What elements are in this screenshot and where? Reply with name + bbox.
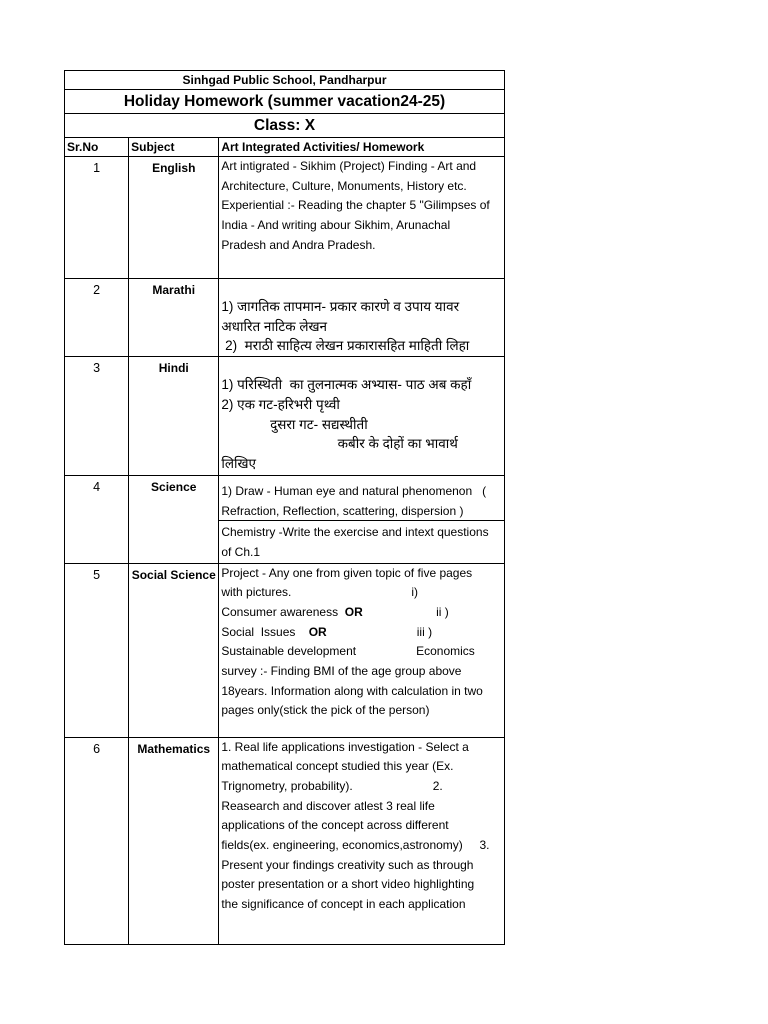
homework-table	[64, 70, 505, 945]
activity-line: 1) Draw - Human eye and natural phenomenon (	[221, 484, 487, 499]
activity-line: poster presentation or a short video highlighting	[221, 877, 475, 892]
row-subject: Mathematics	[129, 737, 219, 944]
activity-line: 1) परिस्थिती का तुलनात्मक अभ्यास- पाठ अब कहाँ	[221, 377, 472, 393]
activity-line: Present your findings creativity such as through	[221, 857, 474, 872]
activity-line: Art intigrated - Sikhim (Project) Finding - Art and	[221, 159, 477, 173]
activity-line: the significance of concept in each application	[221, 897, 466, 912]
activity-line: applications of the concept across different	[221, 818, 449, 833]
row-subject: English	[129, 157, 219, 279]
activity-line: pages only(stick the pick of the person)	[221, 703, 430, 718]
class-label: Class: X	[65, 114, 505, 138]
row-activity	[219, 737, 505, 944]
table-row	[65, 157, 505, 279]
activity-line: 1. Real life applications investigation - Select a	[221, 739, 469, 754]
activity-line: 18years. Information along with calculation in two	[221, 683, 483, 698]
row-activity	[219, 476, 505, 563]
row-sr: 5	[65, 563, 129, 737]
activity-line: Social Issues OR iii )	[221, 624, 433, 639]
row-sr: 2	[65, 279, 129, 357]
row-subject: Science	[129, 476, 219, 563]
activity-line: Consumer awareness OR ii )	[221, 604, 449, 619]
column-header-subject: Subject	[129, 138, 219, 157]
activity-line: survey :- Finding BMI of the age group above	[221, 664, 462, 679]
activity-line: 1) जागतिक तापमान- प्रकार कारणे व उपाय यावर	[221, 299, 460, 314]
activity-line: Chemistry -Write the exercise and intext questions	[221, 525, 489, 540]
row-subject: Marathi	[129, 279, 219, 357]
activity-line: Trignometry, probability). 2.	[221, 778, 443, 793]
row-activity	[219, 279, 505, 357]
school-name: Sinhgad Public School, Pandharpur	[65, 71, 505, 90]
activity-line: Refraction, Reflection, scattering, dispersion )	[221, 503, 464, 518]
activity-line: mathematical concept studied this year (Ex.	[221, 759, 454, 774]
activity-line: कबीर के दोहों का भावार्थ	[221, 436, 458, 452]
page-title: Holiday Homework (summer vacation24-25)	[65, 90, 505, 114]
row-sr: 3	[65, 357, 129, 476]
column-header-activities: Art Integrated Activities/ Homework	[219, 138, 505, 157]
activity-line: fields(ex. engineering, economics,astronomy) 3.	[221, 838, 490, 853]
table-row	[65, 357, 505, 476]
activity-line: अधारित नाटिक लेखन	[221, 318, 328, 334]
activity-part	[219, 476, 504, 520]
table-row	[65, 279, 505, 357]
activity-line: लिखिए	[221, 455, 256, 471]
row-sr: 4	[65, 476, 129, 563]
activity-line: Reasearch and discover atlest 3 real life	[221, 798, 435, 813]
activity-line: 2) मराठी साहित्य लेखन प्रकारासहित माहिती लिहा	[221, 338, 470, 354]
column-header-sr: Sr.No	[65, 138, 129, 157]
row-subject: Social Science	[129, 563, 219, 737]
activity-line: India - And writing abour Sikhim, Arunachal	[221, 218, 451, 233]
activity-part	[219, 520, 504, 562]
row-sr: 1	[65, 157, 129, 279]
row-subject: Hindi	[129, 357, 219, 476]
activity-line: Sustainable development Economics	[221, 644, 475, 659]
table-row	[65, 737, 505, 944]
activity-line: Project - Any one from given topic of five pages	[221, 565, 473, 580]
activity-line: of Ch.1	[221, 544, 261, 559]
row-activity	[219, 157, 505, 279]
activity-line: Pradesh and Andra Pradesh.	[221, 237, 376, 252]
activity-line: दुसरा गट- सद्यस्थीती	[221, 416, 368, 432]
table-row	[65, 476, 505, 563]
row-activity	[219, 357, 505, 476]
activity-line: 2) एक गट-हरिभरी पृथ्वी	[221, 396, 340, 412]
row-sr: 6	[65, 737, 129, 944]
row-activity	[219, 563, 505, 737]
table-row	[65, 563, 505, 737]
activity-line: Experiential :- Reading the chapter 5 "Gilimpses of	[221, 198, 490, 213]
activity-line: Architecture, Culture, Monuments, History etc.	[221, 178, 467, 193]
activity-line: with pictures. i)	[221, 585, 419, 600]
